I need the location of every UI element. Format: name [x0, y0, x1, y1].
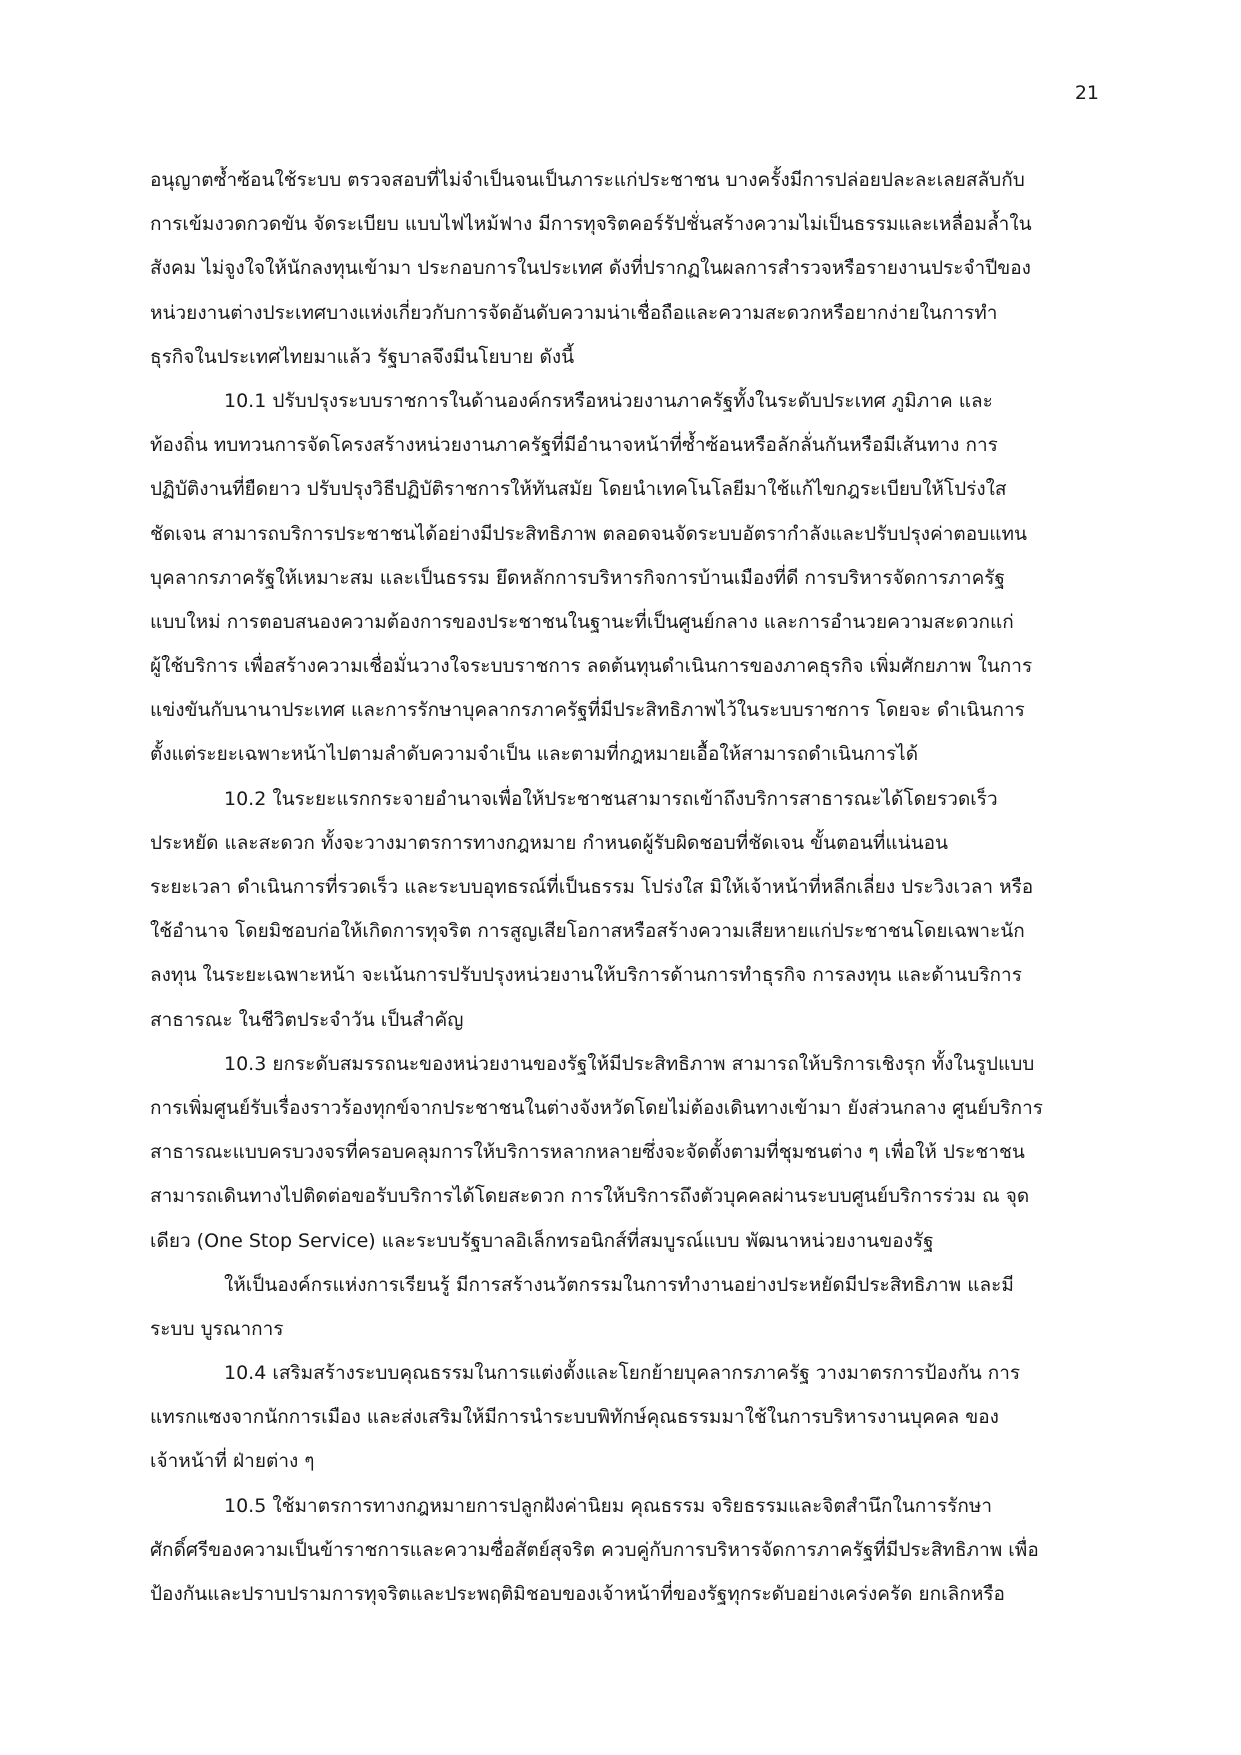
- text-line: ท้องถิ่น ทบทวนการจัดโครงสร้างหน่วยงานภาครัฐที่มีอำนาจหน้าที่ซ้ำซ้อนหรือลักลั่นกันหรือมีเส้นทาง การ: [150, 434, 998, 457]
- text-line: ลงทุน ในระยะเฉพาะหน้า จะเน้นการปรับปรุงหน่วยงานให้บริการด้านการทำธุรกิจ การลงทุน และด้านบริการ: [150, 964, 1022, 987]
- text-line: แทรกแซงจากนักการเมือง และส่งเสริมให้มีการนำระบบพิทักษ์คุณธรรมมาใช้ในการบริหารงานบุคคล ของ: [150, 1406, 999, 1429]
- text-line: ตั้งแต่ระยะเฉพาะหน้าไปตามลำดับความจำเป็น และตามที่กฎหมายเอื้อให้สามารถดำเนินการได้: [150, 743, 919, 766]
- text-line: ให้เป็นองค์กรแห่งการเรียนรู้ มีการสร้างนวัตกรรมในการทำงานอย่างประหยัดมีประสิทธิภาพ และมี: [224, 1273, 1014, 1296]
- document-body: [150, 158, 1094, 1616]
- text-line: ธุรกิจในประเทศไทยมาแล้ว รัฐบาลจึงมีนโยบาย ดังนี้: [150, 345, 575, 368]
- text-line: สังคม ไม่จูงใจให้นักลงทุนเข้ามา ประกอบการในประเทศ ดังที่ปรากฏในผลการสำรวจหรือรายงานประจำปีของ: [150, 257, 1031, 280]
- text-line: ศักดิ์ศรีของความเป็นข้าราชการและความซื่อสัตย์สุจริต ควบคู่กับการบริหารจัดการภาครัฐที่มีประสิทธิภาพ เพื่อ: [150, 1538, 1039, 1561]
- text-line: หน่วยงานต่างประเทศบางแห่งเกี่ยวกับการจัดอันดับความน่าเชื่อถือและความสะดวกหรือยากง่ายในการทำ: [150, 301, 998, 324]
- text-line: 10.3 ยกระดับสมรรถนะของหน่วยงานของรัฐให้มีประสิทธิภาพ สามารถให้บริการเชิงรุก ทั้งในรูปแบบ: [224, 1052, 1035, 1075]
- text-line: เจ้าหน้าที่ ฝ่ายต่าง ๆ: [150, 1450, 315, 1473]
- text-line: การเข้มงวดกวดขัน จัดระเบียบ แบบไฟไหม้ฟาง มีการทุจริตคอร์รัปชั่นสร้างความไม่เป็นธรรมและเหลื่อมล้ำใน: [150, 213, 1032, 236]
- text-line: สาธารณะ ในชีวิตประจำวัน เป็นสำคัญ: [150, 1008, 464, 1031]
- text-line: 10.1 ปรับปรุงระบบราชการในด้านองค์กรหรือหน่วยงานภาครัฐทั้งในระดับประเทศ ภูมิภาค และ: [224, 389, 993, 412]
- text-line: การเพิ่มศูนย์รับเรื่องราวร้องทุกข์จากประชาชนในต่างจังหวัดโดยไม่ต้องเดินทางเข้ามา ยังส่วนกลาง ศูนย์บริการ: [150, 1096, 1044, 1119]
- text-line: 10.5 ใช้มาตรการทางกฎหมายการปลูกฝังค่านิยม คุณธรรม จริยธรรมและจิตสำนึกในการรักษา: [224, 1494, 993, 1517]
- text-line: ปฏิบัติงานที่ยืดยาว ปรับปรุงวิธีปฏิบัติราชการให้ทันสมัย โดยนำเทคโนโลยีมาใช้แก้ไขกฎระเบียบให้โปร่งใส: [150, 478, 1007, 501]
- text-line: แบบใหม่ การตอบสนองความต้องการของประชาชนในฐานะที่เป็นศูนย์กลาง และการอำนวยความสะดวกแก่: [150, 610, 1014, 633]
- text-line: ระยะเวลา ดำเนินการที่รวดเร็ว และระบบอุทธรณ์ที่เป็นธรรม โปร่งใส มิให้เจ้าหน้าที่หลีกเลี่ยง ประวิงเวลา หรือ: [150, 876, 1034, 898]
- text-line: สาธารณะแบบครบวงจรที่ครอบคลุมการให้บริการหลากหลายซึ่งจะจัดตั้งตามที่ชุมชนต่าง ๆ เพื่อให้ ประชาชน: [150, 1141, 1025, 1164]
- text-line: ผู้ใช้บริการ เพื่อสร้างความเชื่อมั่นวางใจระบบราชการ ลดต้นทุนดำเนินการของภาคธุรกิจ เพิ่มศักยภาพ ในการ: [150, 655, 1033, 678]
- text-line: 10.2 ในระยะแรกกระจายอำนาจเพื่อให้ประชาชนสามารถเข้าถึงบริการสาธารณะได้โดยรวดเร็ว: [224, 787, 998, 810]
- text-line: อนุญาตซ้ำซ้อนใช้ระบบ ตรวจสอบที่ไม่จำเป็นจนเป็นภาระแก่ประชาชน บางครั้งมีการปล่อยปละละเลยสลับกับ: [150, 169, 1025, 191]
- text-line: ชัดเจน สามารถบริการประชาชนได้อย่างมีประสิทธิภาพ ตลอดจนจัดระบบอัตรากำลังและปรับปรุงค่าตอบแทน: [150, 522, 1027, 545]
- text-line: บุคลากรภาครัฐให้เหมาะสม และเป็นธรรม ยึดหลักการบริหารกิจการบ้านเมืองที่ดี การบริหารจัดการภาครัฐ: [150, 566, 1005, 589]
- text-line: ระบบ บูรณาการ: [150, 1317, 284, 1340]
- text-line: เดียว (One Stop Service) และระบบรัฐบาลอิเล็กทรอนิกส์ที่สมบูรณ์แบบ พัฒนาหน่วยงานของรัฐ: [150, 1229, 934, 1252]
- text-line: สามารถเดินทางไปติดต่อขอรับบริการได้โดยสะดวก การให้บริการถึงตัวบุคคลผ่านระบบศูนย์บริการร่วม ณ จุด: [150, 1185, 1030, 1208]
- text-line: ป้องกันและปราบปรามการทุจริตและประพฤติมิชอบของเจ้าหน้าที่ของรัฐทุกระดับอย่างเคร่งครัด ยกเลิกหรือ: [150, 1583, 1005, 1605]
- text-line: ประหยัด และสะดวก ทั้งจะวางมาตรการทางกฎหมาย กำหนดผู้รับผิดชอบที่ชัดเจน ขั้นตอนที่แน่นอน: [150, 831, 948, 854]
- text-line: แข่งขันกับนานาประเทศ และการรักษาบุคลากรภาครัฐที่มีประสิทธิภาพไว้ในระบบราชการ โดยจะ ดำเนินการ: [150, 699, 1025, 722]
- text-line: 10.4 เสริมสร้างระบบคุณธรรมในการแต่งตั้งและโยกย้ายบุคลากรภาครัฐ วางมาตรการป้องกัน การ: [224, 1362, 1021, 1385]
- page-number: 21: [1074, 82, 1099, 104]
- text-line: ใช้อำนาจ โดยมิชอบก่อให้เกิดการทุจริต การสูญเสียโอกาสหรือสร้างความเสียหายแก่ประชาชนโดยเฉพาะนัก: [150, 920, 1025, 943]
